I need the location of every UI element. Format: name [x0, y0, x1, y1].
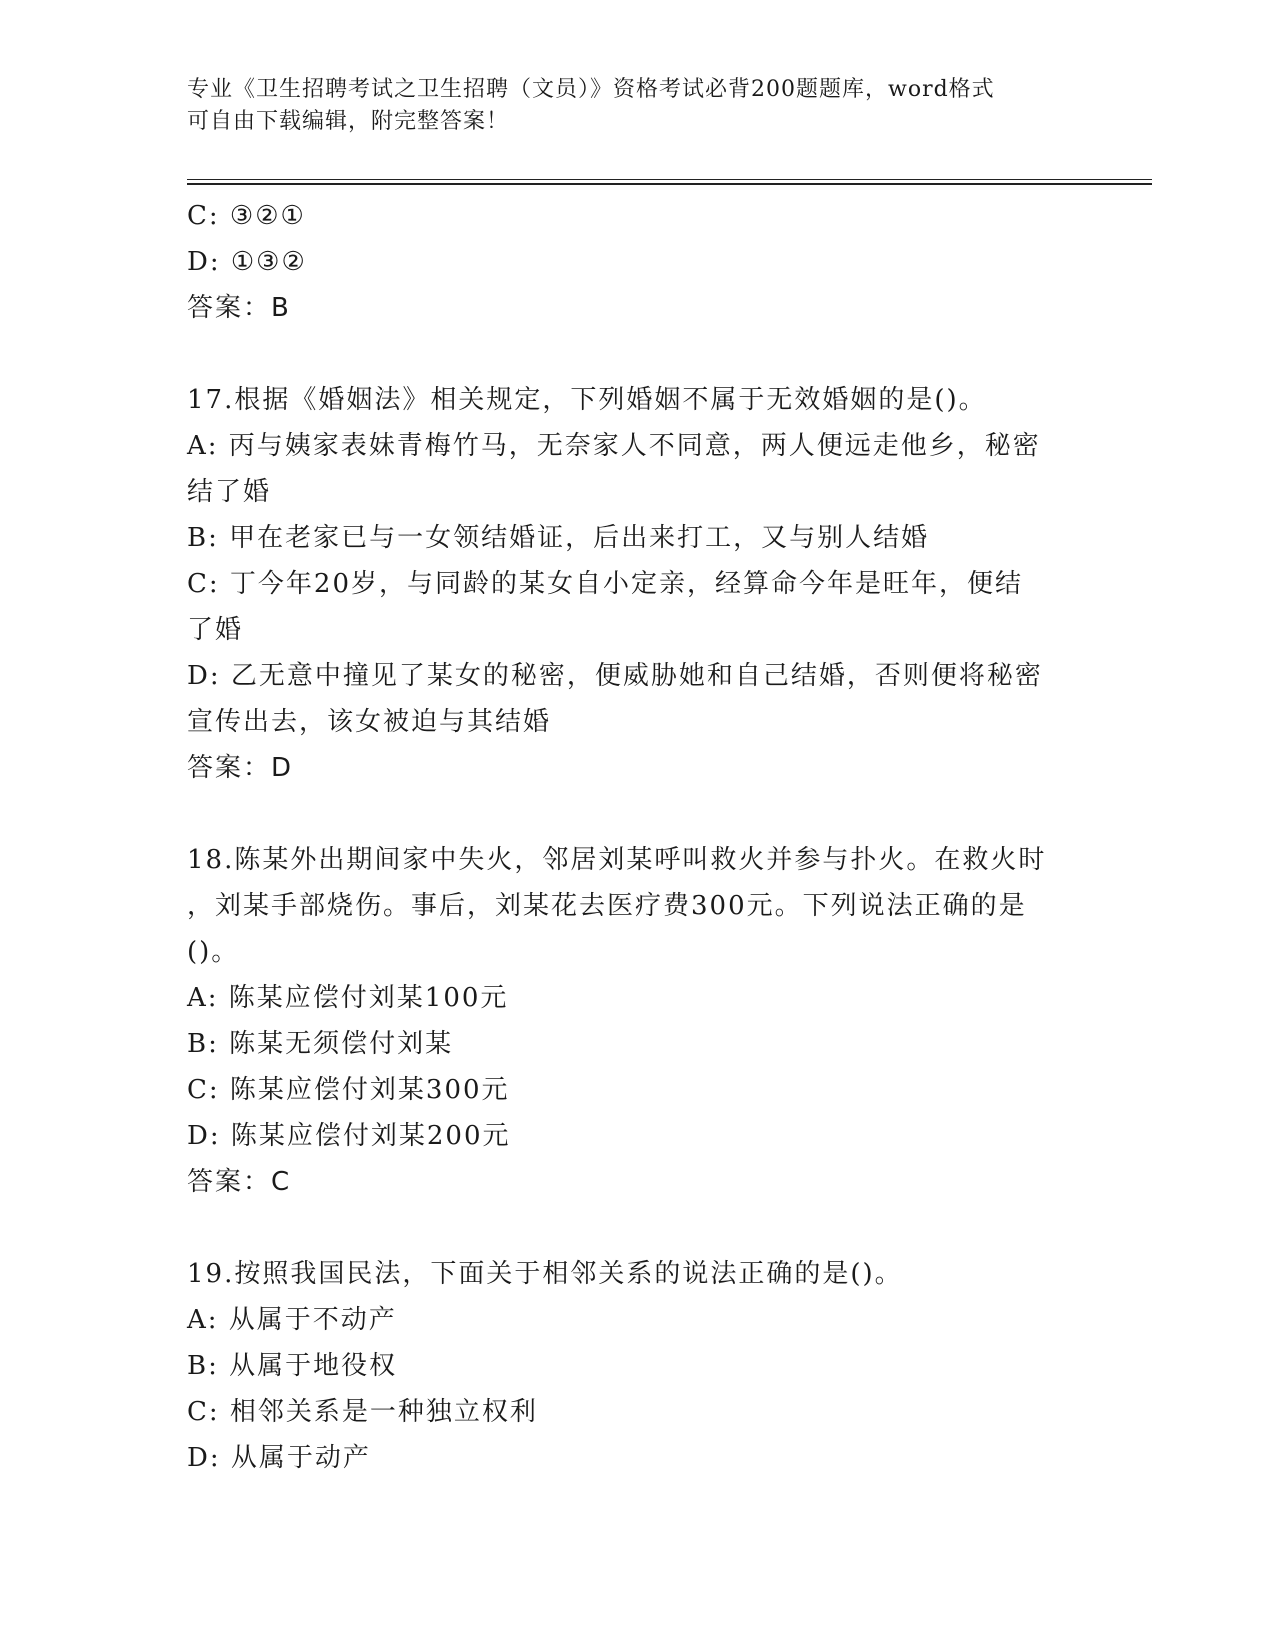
question-stem-cont: ，刘某手部烧伤。事后，刘某花去医疗费300元。下列说法正确的是 — [187, 891, 1027, 921]
option-c: C: ③②① — [187, 201, 306, 231]
question-content — [187, 193, 1087, 1481]
question-18 — [187, 837, 1087, 1205]
question-19 — [187, 1251, 1087, 1481]
option-c: C: 丁今年20岁，与同龄的某女自小定亲，经算命今年是旺年，便结 — [187, 569, 1024, 599]
question-stem-cont: ()。 — [187, 937, 240, 967]
header-divider-thin — [187, 179, 1152, 180]
question-stem: 18.陈某外出期间家中失火，邻居刘某呼叫救火并参与扑火。在救火时 — [187, 845, 1047, 875]
option-b: B: 从属于地役权 — [187, 1351, 398, 1381]
option-a: A: 丙与姨家表妹青梅竹马，无奈家人不同意，两人便远走他乡，秘密 — [187, 431, 1041, 461]
prev-question — [187, 193, 1087, 331]
answer: 答案：B — [187, 293, 291, 323]
answer: 答案：D — [187, 753, 294, 783]
question-stem: 19.按照我国民法，下面关于相邻关系的说法正确的是()。 — [187, 1259, 903, 1289]
option-a: A: 从属于不动产 — [187, 1305, 397, 1335]
option-b: B: 甲在老家已与一女领结婚证，后出来打工，又与别人结婚 — [187, 523, 930, 553]
option-d: D: 乙无意中撞见了某女的秘密，便威胁她和自己结婚，否则便将秘密 — [187, 661, 1043, 691]
answer: 答案：C — [187, 1167, 292, 1197]
option-d: D: 从属于动产 — [187, 1443, 371, 1473]
option-c-cont: 了婚 — [187, 615, 244, 645]
document-header — [187, 74, 1087, 138]
option-a: A: 陈某应偿付刘某100元 — [187, 983, 509, 1013]
spacer — [187, 331, 1087, 377]
spacer — [187, 791, 1087, 837]
option-a-cont: 结了婚 — [187, 477, 272, 507]
option-c: C: 相邻关系是一种独立权利 — [187, 1397, 538, 1427]
header-line-1: 专业《卫生招聘考试之卫生招聘（文员）》资格考试必背200题题库，word格式 — [187, 77, 995, 102]
option-d: D: 陈某应偿付刘某200元 — [187, 1121, 511, 1151]
option-d: D: ①③② — [187, 247, 307, 277]
spacer — [187, 1205, 1087, 1251]
question-stem: 17.根据《婚姻法》相关规定，下列婚姻不属于无效婚姻的是()。 — [187, 385, 987, 415]
question-17 — [187, 377, 1087, 791]
header-divider-thick — [187, 183, 1152, 185]
option-c: C: 陈某应偿付刘某300元 — [187, 1075, 510, 1105]
option-b: B: 陈某无须偿付刘某 — [187, 1029, 454, 1059]
option-d-cont: 宣传出去，该女被迫与其结婚 — [187, 707, 552, 737]
header-line-2: 可自由下载编辑，附完整答案！ — [187, 109, 510, 134]
